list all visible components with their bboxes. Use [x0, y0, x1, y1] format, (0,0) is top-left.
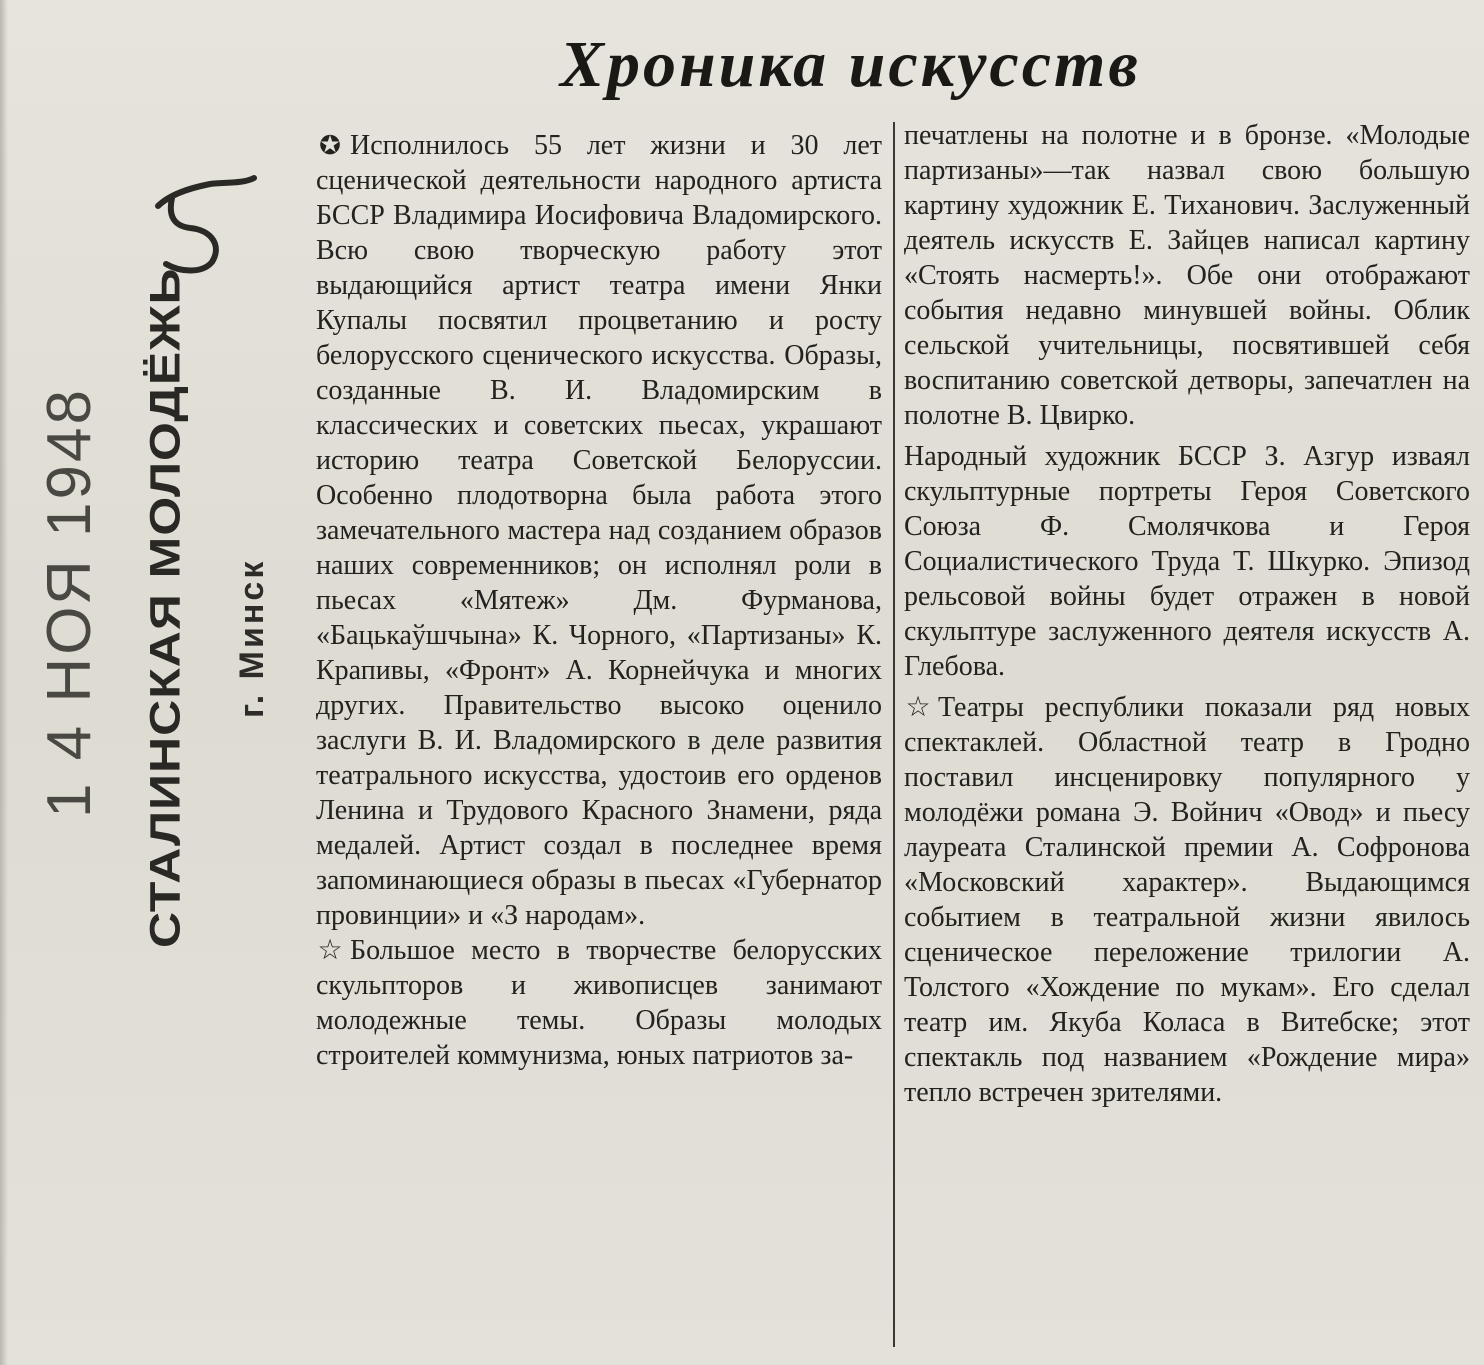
- date-stamp: 1 4 НОЯ 1948: [35, 387, 104, 818]
- article-column-2: [904, 118, 1470, 1348]
- column-divider: [893, 122, 895, 1347]
- outline-star-icon: ☆: [905, 692, 931, 723]
- outline-star-icon: ☆: [317, 935, 343, 966]
- article-column-1: [316, 128, 882, 1343]
- paragraph: [316, 933, 882, 1073]
- handwritten-number: [150, 168, 260, 278]
- paragraph: [904, 118, 1470, 433]
- paragraph: [316, 128, 882, 933]
- city-stamp: г. Минск: [233, 558, 271, 718]
- paper-edge-shadow: [0, 0, 8, 1365]
- paragraph: [904, 690, 1470, 1110]
- newspaper-name-stamp: СТАЛИНСКАЯ МОЛОДЁЖЬ: [141, 267, 189, 948]
- paragraph: [904, 439, 1470, 684]
- paragraph-text: печатлены на полотне и в бронзе. «Молодые партизаны»—так назвал свою большую картину художник Е. Тиханович. Заслуженный деятель искусств Е. Зайцев написал картину «Стоять насмерть!». Обе они отображают события недавно минувшей войны. Облик сельской учительницы, посвятившей себя воспитанию советской детворы, запечатлен на полотне В. Цвирко.: [904, 120, 1470, 431]
- paragraph-text: Исполнилось 55 лет жизни и 30 лет сценической деятельности народного артиста БССР Владимира Иосифовича Владомирского. Всю свою творческую работу этот выдающийся артист театра имени Янки Купалы посвятил процветанию и росту белорусского сценического искусства. Образы, созданные В. И. Владомирским в классических и советских пьесах, украшают историю театра Советской Белоруссии. Особенно плодотворна была работа этого замечательного мастера над созданием образов наших современников; он исполнял роли в пьесах «Мятеж» Дм. Фурманова, «Бацькаўшчына» К. Чорного, «Партизаны» К. Крапивы, «Фронт» А. Корнейчука и многих других. Правительство высоко оценило заслуги В. И. Владомирского в деле развития театрального искусства, удостоив его орденов Ленина и Трудового Красного Знамени, ряда медалей. Артист создал в последнее время запоминающиеся образы в пьесах «Губернатор провинции» и «З народам».: [316, 130, 882, 931]
- article-headline: Хроника искусств: [560, 28, 1141, 101]
- paragraph-text: Большое место в творчестве белорусских скульпторов и живописцев занимают молодежные темы. Образы молодых строителей коммунизма, юных патриотов за-: [316, 935, 882, 1071]
- circled-star-icon: ✪: [319, 131, 341, 160]
- paragraph-text: Народный художник БССР З. Азгур изваял скульптурные портреты Героя Советского Союза Ф. Смолячкова и Героя Социалистического Труда Т. Шкурко. Эпизод рельсовой войны будет отражен в новой скульптуре заслуженного деятеля искусств А. Глебова.: [904, 441, 1470, 682]
- paragraph-text: Театры республики показали ряд новых спектаклей. Областной театр в Гродно поставил инсценировку популярного у молодёжи романа Э. Войнич «Овод» и пьесу лауреата Сталинской премии А. Софронова «Московский характер». Выдающимся событием в театральной жизни явилось сценическое переложение трилогии А. Толстого «Хождение по мукам». Его сделал театр им. Якуба Коласа в Витебске; этот спектакль под названием «Рождение мира» тепло встречен зрителями.: [904, 692, 1470, 1108]
